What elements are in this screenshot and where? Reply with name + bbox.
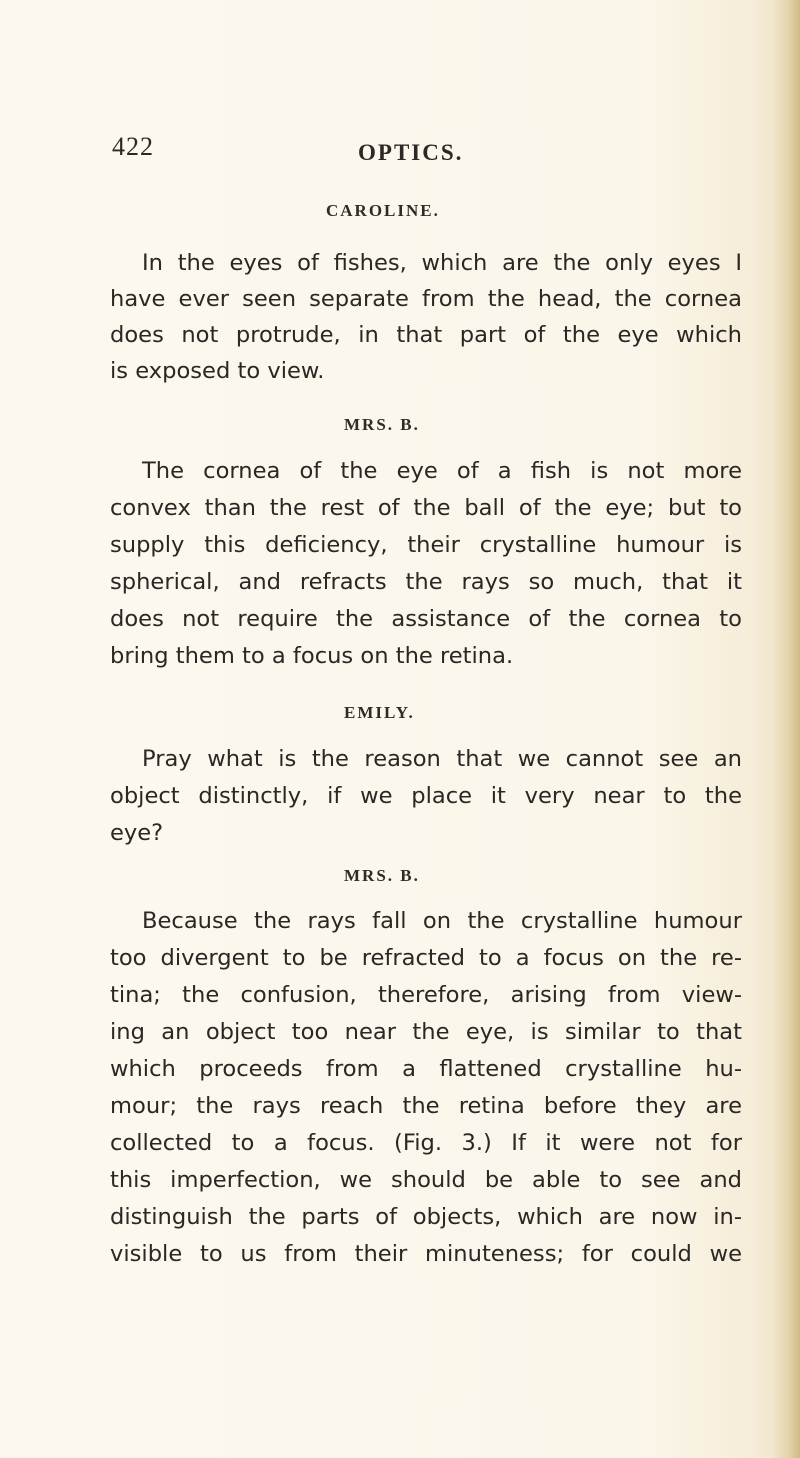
text-line: spherical, and refracts the rays so much, that it xyxy=(110,569,742,595)
page-edge-shading xyxy=(772,0,800,1458)
text-line: does not protrude, in that part of the eye which xyxy=(110,322,742,348)
text-line: Pray what is the reason that we cannot see an xyxy=(142,746,742,772)
speaker-emily: EMILY. xyxy=(344,703,415,722)
text-line: which proceeds from a flattened crystalline hu- xyxy=(110,1056,742,1082)
text-line: mour; the rays reach the retina before they are xyxy=(110,1093,742,1119)
text-line: In the eyes of fishes, which are the only eyes I xyxy=(142,250,742,276)
speaker-mrs-b: MRS. B. xyxy=(344,866,420,885)
text-line: too divergent to be refracted to a focus on the re- xyxy=(110,945,742,971)
text-line: Because the rays fall on the crystalline humour xyxy=(142,908,742,934)
text-line: have ever seen separate from the head, the cornea xyxy=(110,286,742,312)
text-line: collected to a focus. (Fig. 3.) If it were not for xyxy=(110,1130,742,1156)
text-line: visible to us from their minuteness; for could we xyxy=(110,1241,742,1267)
running-head: OPTICS. xyxy=(358,140,464,165)
text-line: eye? xyxy=(110,820,164,846)
text-line: does not require the assistance of the cornea to xyxy=(110,606,742,632)
text-line: ing an object too near the eye, is similar to that xyxy=(110,1019,742,1045)
text-line: bring them to a focus on the retina. xyxy=(110,643,514,669)
speaker-caroline: CAROLINE. xyxy=(326,201,440,220)
speaker-mrs-b: MRS. B. xyxy=(344,415,420,434)
text-line: supply this deficiency, their crystalline humour is xyxy=(110,532,742,558)
text-line: this imperfection, we should be able to see and xyxy=(110,1167,742,1193)
text-line: object distinctly, if we place it very near to the xyxy=(110,783,742,809)
text-line: distinguish the parts of objects, which are now in- xyxy=(110,1204,742,1230)
text-line: is exposed to view. xyxy=(110,358,325,384)
page-number: 422 xyxy=(112,132,154,161)
text-line: The cornea of the eye of a fish is not more xyxy=(142,458,742,484)
text-line: convex than the rest of the ball of the eye; but to xyxy=(110,495,742,521)
text-line: tina; the confusion, therefore, arising from view- xyxy=(110,982,742,1008)
